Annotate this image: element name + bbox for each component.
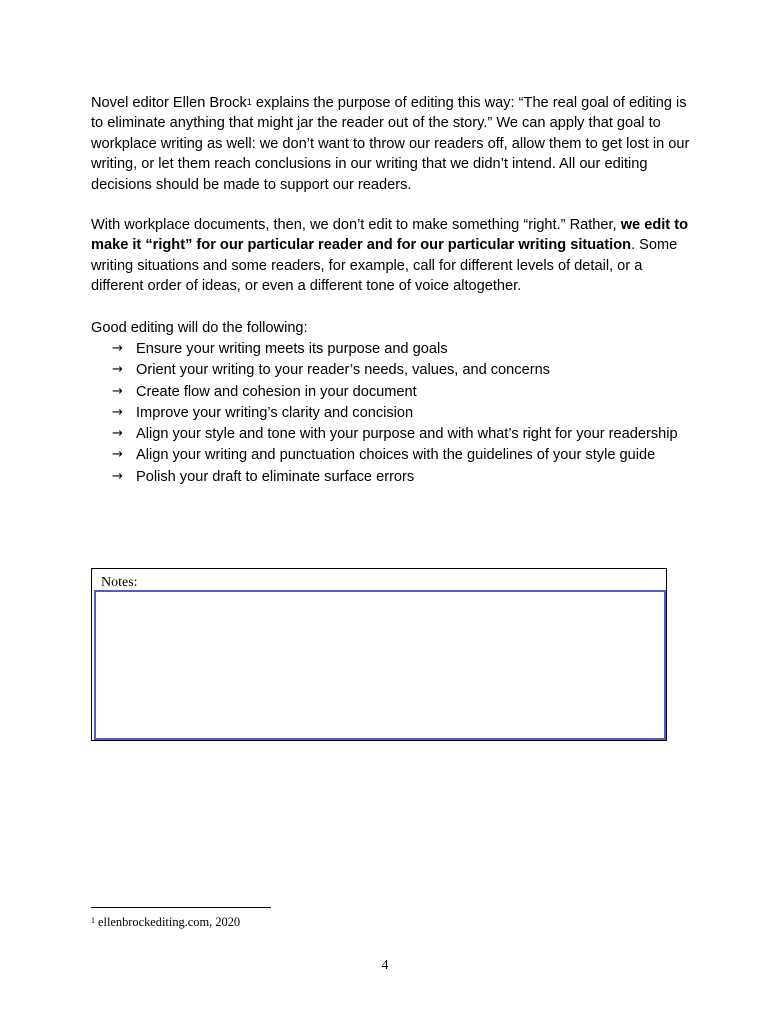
list-intro: Good editing will do the following: <box>91 320 308 336</box>
list-item-text: Polish your draft to eliminate surface errors <box>136 468 415 485</box>
notes-label: Notes: <box>101 575 138 590</box>
footnote-text: ellenbrockediting.com, 2020 <box>98 915 241 929</box>
footnote-reference[interactable]: 1 <box>246 97 252 107</box>
list-item <box>91 424 691 445</box>
paragraph-editing-purpose <box>91 93 691 195</box>
paragraph-1-lead: Novel editor Ellen Brock <box>91 95 247 111</box>
footnote <box>91 914 240 930</box>
arrow-right-icon: → <box>112 362 123 378</box>
arrow-right-icon: → <box>112 447 123 463</box>
arrow-right-icon: → <box>112 383 123 399</box>
list-item <box>91 360 691 381</box>
list-item-text: Align your writing and punctuation choices with the guidelines of your style guide <box>136 447 656 464</box>
footnote-marker: 1 <box>91 916 95 925</box>
list-item-text: Create flow and cohesion in your document <box>136 383 417 400</box>
list-item-text: Improve your writing’s clarity and concision <box>136 404 414 421</box>
notes-box <box>91 568 667 741</box>
arrow-right-icon: → <box>112 341 123 356</box>
list-item <box>91 339 691 360</box>
paragraph-1-rest: explains the purpose of editing this way: “The real goal of editing is to eliminate anything that might jar the reader out of the story.” We can apply that goal to workplace writing as well: we don’t want to throw our readers off, allow them to get lost in our writing, or let them reach conclusions in our writing that we didn’t intend. All our editing decisions should be made to support our readers. <box>91 95 690 193</box>
notes-field[interactable] <box>94 590 666 740</box>
list-item-text: Orient your writing to your reader’s needs, values, and concerns <box>136 362 550 379</box>
paragraph-2-lead: With workplace documents, then, we don’t edit to make something “right.” Rather, <box>91 217 621 233</box>
list-item <box>91 403 691 424</box>
paragraph-2-emphasis: we edit to make it “right” for our particular reader and for our particular writing situation <box>91 217 688 254</box>
arrow-right-icon: → <box>112 468 123 484</box>
footnote-divider <box>91 907 271 908</box>
list-item <box>91 445 691 466</box>
editing-goals-list <box>91 339 691 488</box>
list-item <box>91 467 691 488</box>
list-item <box>91 382 691 403</box>
arrow-right-icon: → <box>112 404 123 420</box>
page-number: 4 <box>381 958 389 973</box>
list-item-text: Ensure your writing meets its purpose and goals <box>136 341 448 357</box>
paragraph-workplace-documents <box>91 215 691 297</box>
paragraph-2-tail: . Some writing situations and some readers, for example, call for different levels of detail, or a different order of ideas, or even a different tone of voice altogether. <box>91 237 678 295</box>
list-item-text: Align your style and tone with your purpose and with what’s right for your readership <box>136 426 678 443</box>
arrow-right-icon: → <box>112 426 123 442</box>
